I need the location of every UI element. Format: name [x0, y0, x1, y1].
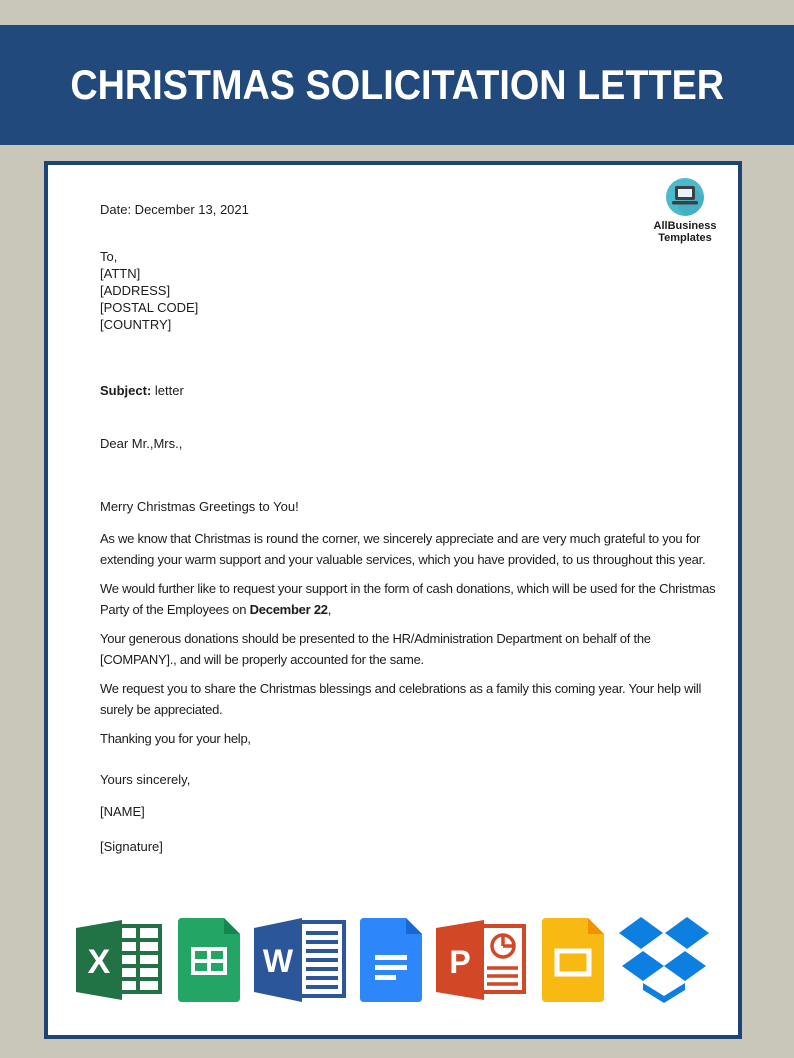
- svg-text:W: W: [262, 943, 294, 979]
- paragraph-2-text: We would further like to request your support in the form of cash donations, which will be used for the Christmas Party of the Employees on: [100, 581, 716, 617]
- signature-placeholder: [Signature]: [100, 839, 163, 854]
- dropbox-icon[interactable]: [616, 915, 712, 1005]
- google-docs-icon[interactable]: [360, 918, 422, 1002]
- paragraph-1: As we know that Christmas is round the corner, we sincerely appreciate and are very much grateful to you for extending your warm support and your valuable services, which you have provided, to us throughout this year.: [100, 531, 706, 567]
- date-line: Date: December 13, 2021: [100, 202, 249, 217]
- thanks-line: Thanking you for your help,: [100, 731, 251, 746]
- letter-body: [100, 528, 724, 749]
- title-banner: [0, 25, 794, 145]
- name-placeholder: [NAME]: [100, 804, 145, 819]
- letter-sheet: [44, 161, 742, 1039]
- page-title: CHRISTMAS SOLICITATION LETTER: [70, 61, 724, 108]
- recipient-line: [POSTAL CODE]: [100, 300, 199, 315]
- recipient-line: To,: [100, 249, 118, 264]
- svg-text:X: X: [87, 943, 111, 981]
- recipient-block: [100, 248, 730, 333]
- subject-line: [100, 382, 730, 399]
- file-format-icons: [74, 915, 712, 1005]
- paragraph-3: Your generous donations should be presented to the HR/Administration Department on behalf of the [COMPANY]., and will be properly accounted for the same.: [100, 631, 651, 667]
- recipient-line: [COUNTRY]: [100, 317, 172, 332]
- paragraph-2-tail: ,: [327, 602, 332, 617]
- letter-content: [100, 201, 730, 855]
- recipient-line: [ATTN]: [100, 266, 141, 281]
- google-sheets-icon[interactable]: [178, 918, 240, 1002]
- paragraph-2: [100, 578, 724, 620]
- powerpoint-icon[interactable]: [434, 916, 530, 1004]
- logo-text-line1: AllBusiness: [653, 220, 717, 232]
- logo-text-line2: Templates: [658, 232, 712, 244]
- paragraph-4: We request you to share the Christmas blessings and celebrations as a family this coming year. Your help will surely be appreciated.: [100, 681, 702, 717]
- salutation: Dear Mr.,Mrs.,: [100, 436, 183, 451]
- subject-label: Subject:: [100, 383, 152, 398]
- greeting-line: Merry Christmas Greetings to You!: [100, 499, 299, 514]
- subject-value: letter: [151, 383, 184, 398]
- google-slides-icon[interactable]: [542, 918, 604, 1002]
- svg-text:P: P: [449, 944, 471, 980]
- paragraph-2-bold-date: December 22: [249, 602, 328, 617]
- recipient-line: [ADDRESS]: [100, 283, 171, 298]
- word-icon[interactable]: [252, 916, 348, 1004]
- closing-line: Yours sincerely,: [100, 772, 191, 787]
- excel-icon[interactable]: [74, 916, 166, 1004]
